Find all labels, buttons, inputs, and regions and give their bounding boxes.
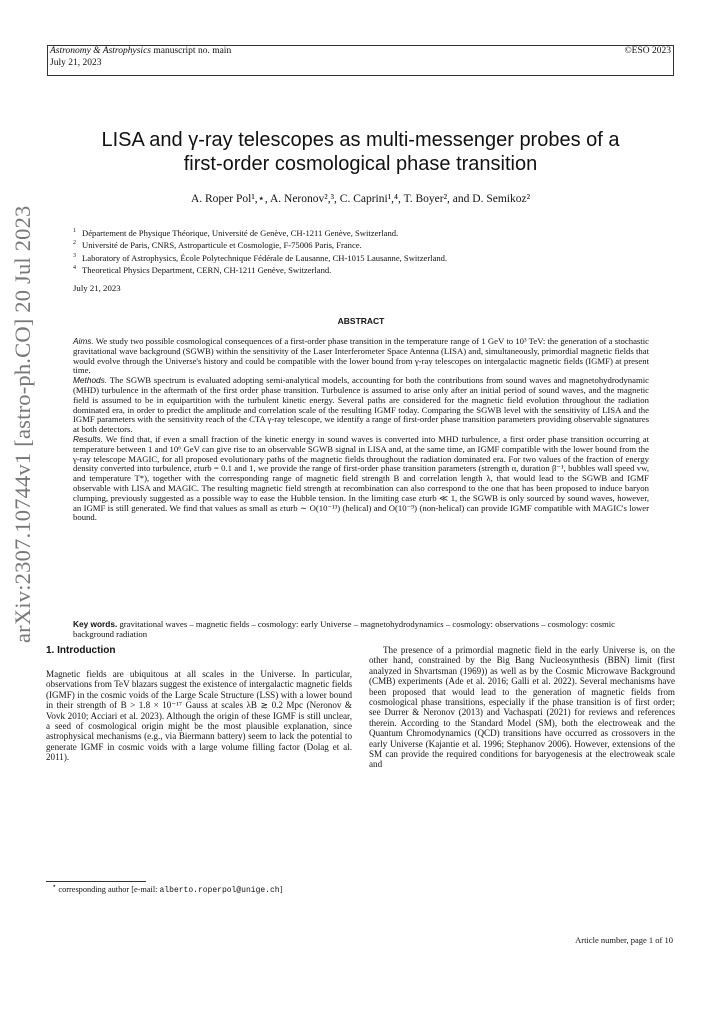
affiliations <box>73 226 673 275</box>
affiliation-1: $^1$ Département de Physique Théorique, Université de Genève, CH-1211 Genève, Switzerland. <box>73 227 399 238</box>
header-date: July 21, 2023 <box>50 58 102 68</box>
page-footer: Article number, page 1 of 10 <box>575 935 673 945</box>
paper-title <box>40 128 681 176</box>
abstract-results: Results. We find that, if even a small fraction of the kinetic energy in sound waves is converted into MHD turbulence, a first order phase transition occurring at temperature between 1 and 10⁶ GeV can give rise to an observable SGWB signal in LISA and, at the same time, an IGMF compatible with the lower bound from the γ-ray telescope MAGIC, for all proposed evolutionary paths of the magnetic fields throughout the radiation dominated era. For two values of the fraction of energy density converted into turbulence, εturb = 0.1 and 1, we provide the range of first-order phase transition parameters (strength α, duration β⁻¹, bubbles wall speed vw, and temperature T*), together with the corresponding range of magnetic field strength B and correlation length λ, that would lead to the SGWB and IGMF observable with LISA and MAGIC. The resulting magnetic field strength at recombination can also correspond to the one that has been proposed to induce baryon clumping, previously suggested as a possible way to ease the Hubble tension. In the limiting case εturb ≪ 1, the SGWB is only sourced by sound waves, however, an IGMF is still generated. We find that values as small as εturb ∼ O(10⁻¹³) (helical) and O(10⁻⁹) (non-helical) can provide IGMF compatible with MAGIC's lower bound. <box>73 433 649 523</box>
journal-line <box>50 46 231 56</box>
affiliation-3: $^3$ Laboratory of Astrophysics, École Polytechnique Fédérale de Lausanne, CH-1015 Lausanne, Switzerland. <box>73 252 448 263</box>
left-column <box>46 669 352 763</box>
abstract-aims: Aims. We study two possible cosmological consequences of a first-order phase transition in the temperature range of 1 GeV to 10³ TeV: the generation of a stochastic gravitational wave background (SGWB) within the sensitivity of the Laser Interferometer Space Antenna (LISA) and, simultaneously, primordial magnetic fields that would evolve through the Universe's history and could be compatible with the lower bound from γ-ray telescopes on intergalactic magnetic fields (IGMF) at present time. <box>73 336 649 376</box>
arxiv-stamp: arXiv:2307.10744v1 [astro-ph.CO] 20 Jul 2023 <box>10 205 35 643</box>
abstract-methods: Methods. The SGWB spectrum is evaluated adopting semi-analytical models, accounting for both the contributions from sound waves and magnetohydrodynamic (MHD) turbulence in the aftermath of the first order phase transition. Turbulence is assumed to arise only after an initial period of sound waves, and the magnetic field is assumed to be in equipartition with the turbulent kinetic energy. Several paths are considered for the magnetic field evolution throughout the radiation dominated era, in order to predict the amplitude and correlation scale of the resulting IGMF today. Comparing the SGWB level with the sensitivity of LISA and the IGMF parameters with the sensitivity reach of the CTA γ-ray telescope, we identify a range of first-order phase transition parameters providing observable signatures at both detectors. <box>73 375 649 435</box>
footnote: ⋆ corresponding author [e-mail: alberto.roperpol@unige.ch] <box>52 883 283 895</box>
author-list: A. Roper Pol¹,⋆, A. Neronov²,³, C. Caprini¹,⁴, T. Boyer², and D. Semikoz² <box>190 193 531 205</box>
keywords: Key words. gravitational waves – magnetic fields – cosmology: early Universe – magnetohydrodynamics – cosmology: observations – cosmology: cosmic background radiation <box>73 619 616 639</box>
section-title: 1. Introduction <box>46 645 116 656</box>
keywords-label: Key words. <box>73 619 118 629</box>
abstract-body <box>73 337 649 523</box>
intro-paragraph-2: The presence of a primordial magnetic field in the early Universe is, on the other hand, constrained by the Big Bang Nucleosynthesis (BBN) limit (first analyzed in Shvartsman (1969)) as well as by the Cosmic Microwave Background (CMB) experiments (Ade et al. 2016; Galli et al. 2022). Several mechanisms have been proposed that would lead to the generation of magnetic fields from cosmological phase transitions, especially if the phase transition is of first order; see Durrer & Neronov (2013) and Vachaspati (2021) for reviews and references therein. According to the Standard Model (SM), both the electroweak and the Quantum Chromodynamics (QCD) transitions have occurred as crossovers in the early Universe (Kajantie et al. 1996; Stephanov 2006). However, extensions of the SM can provide the required conditions for baryogenesis at the electroweak scale and <box>369 645 675 770</box>
journal-name: Astronomy & Astrophysics <box>50 46 151 56</box>
right-column <box>369 645 675 770</box>
title-line-1: LISA and γ-ray telescopes as multi-messenger probes of a <box>101 129 620 151</box>
abstract-heading: ABSTRACT <box>337 316 385 326</box>
methods-label: Methods. <box>73 375 108 386</box>
affiliation-4: $^4$ Theoretical Physics Department, CERN, CH-1211 Genève, Switzerland. <box>73 264 332 275</box>
affiliation-2: $^2$ Université de Paris, CNRS, Astroparticule et Cosmologie, F-75006 Paris, France. <box>73 240 362 251</box>
copyright: ©ESO 2023 <box>624 46 671 56</box>
submission-date: July 21, 2023 <box>73 283 121 293</box>
results-label: Results. <box>73 433 103 444</box>
aims-label: Aims. <box>73 336 94 346</box>
intro-paragraph-1: Magnetic fields are ubiquitous at all scales in the Universe. In particular, observations from TeV blazars suggest the existence of intergalactic magnetic fields (IGMF) in the cosmic voids of the Large Scale Structure (LSS) with a lower bound in their strength of B > 1.8 × 10⁻¹⁷ Gauss at scales λB ≳ 0.2 Mpc (Neronov & Vovk 2010; Acciari et al. 2023). Although the origin of these IGMF is still unclear, a seed of cosmological origin might be the most plausible explanation, since astrophysical mechanisms (e.g., via Biermann battery) seem to lack the potential to generate IGMF in cosmic voids with a large volume filling factor (Dolag et al. 2011). <box>46 669 352 763</box>
title-line-2: first-order cosmological phase transition <box>183 153 538 175</box>
email-link[interactable]: alberto.roperpol@unige.ch <box>159 885 280 895</box>
manuscript-label: manuscript no. main <box>150 46 232 56</box>
